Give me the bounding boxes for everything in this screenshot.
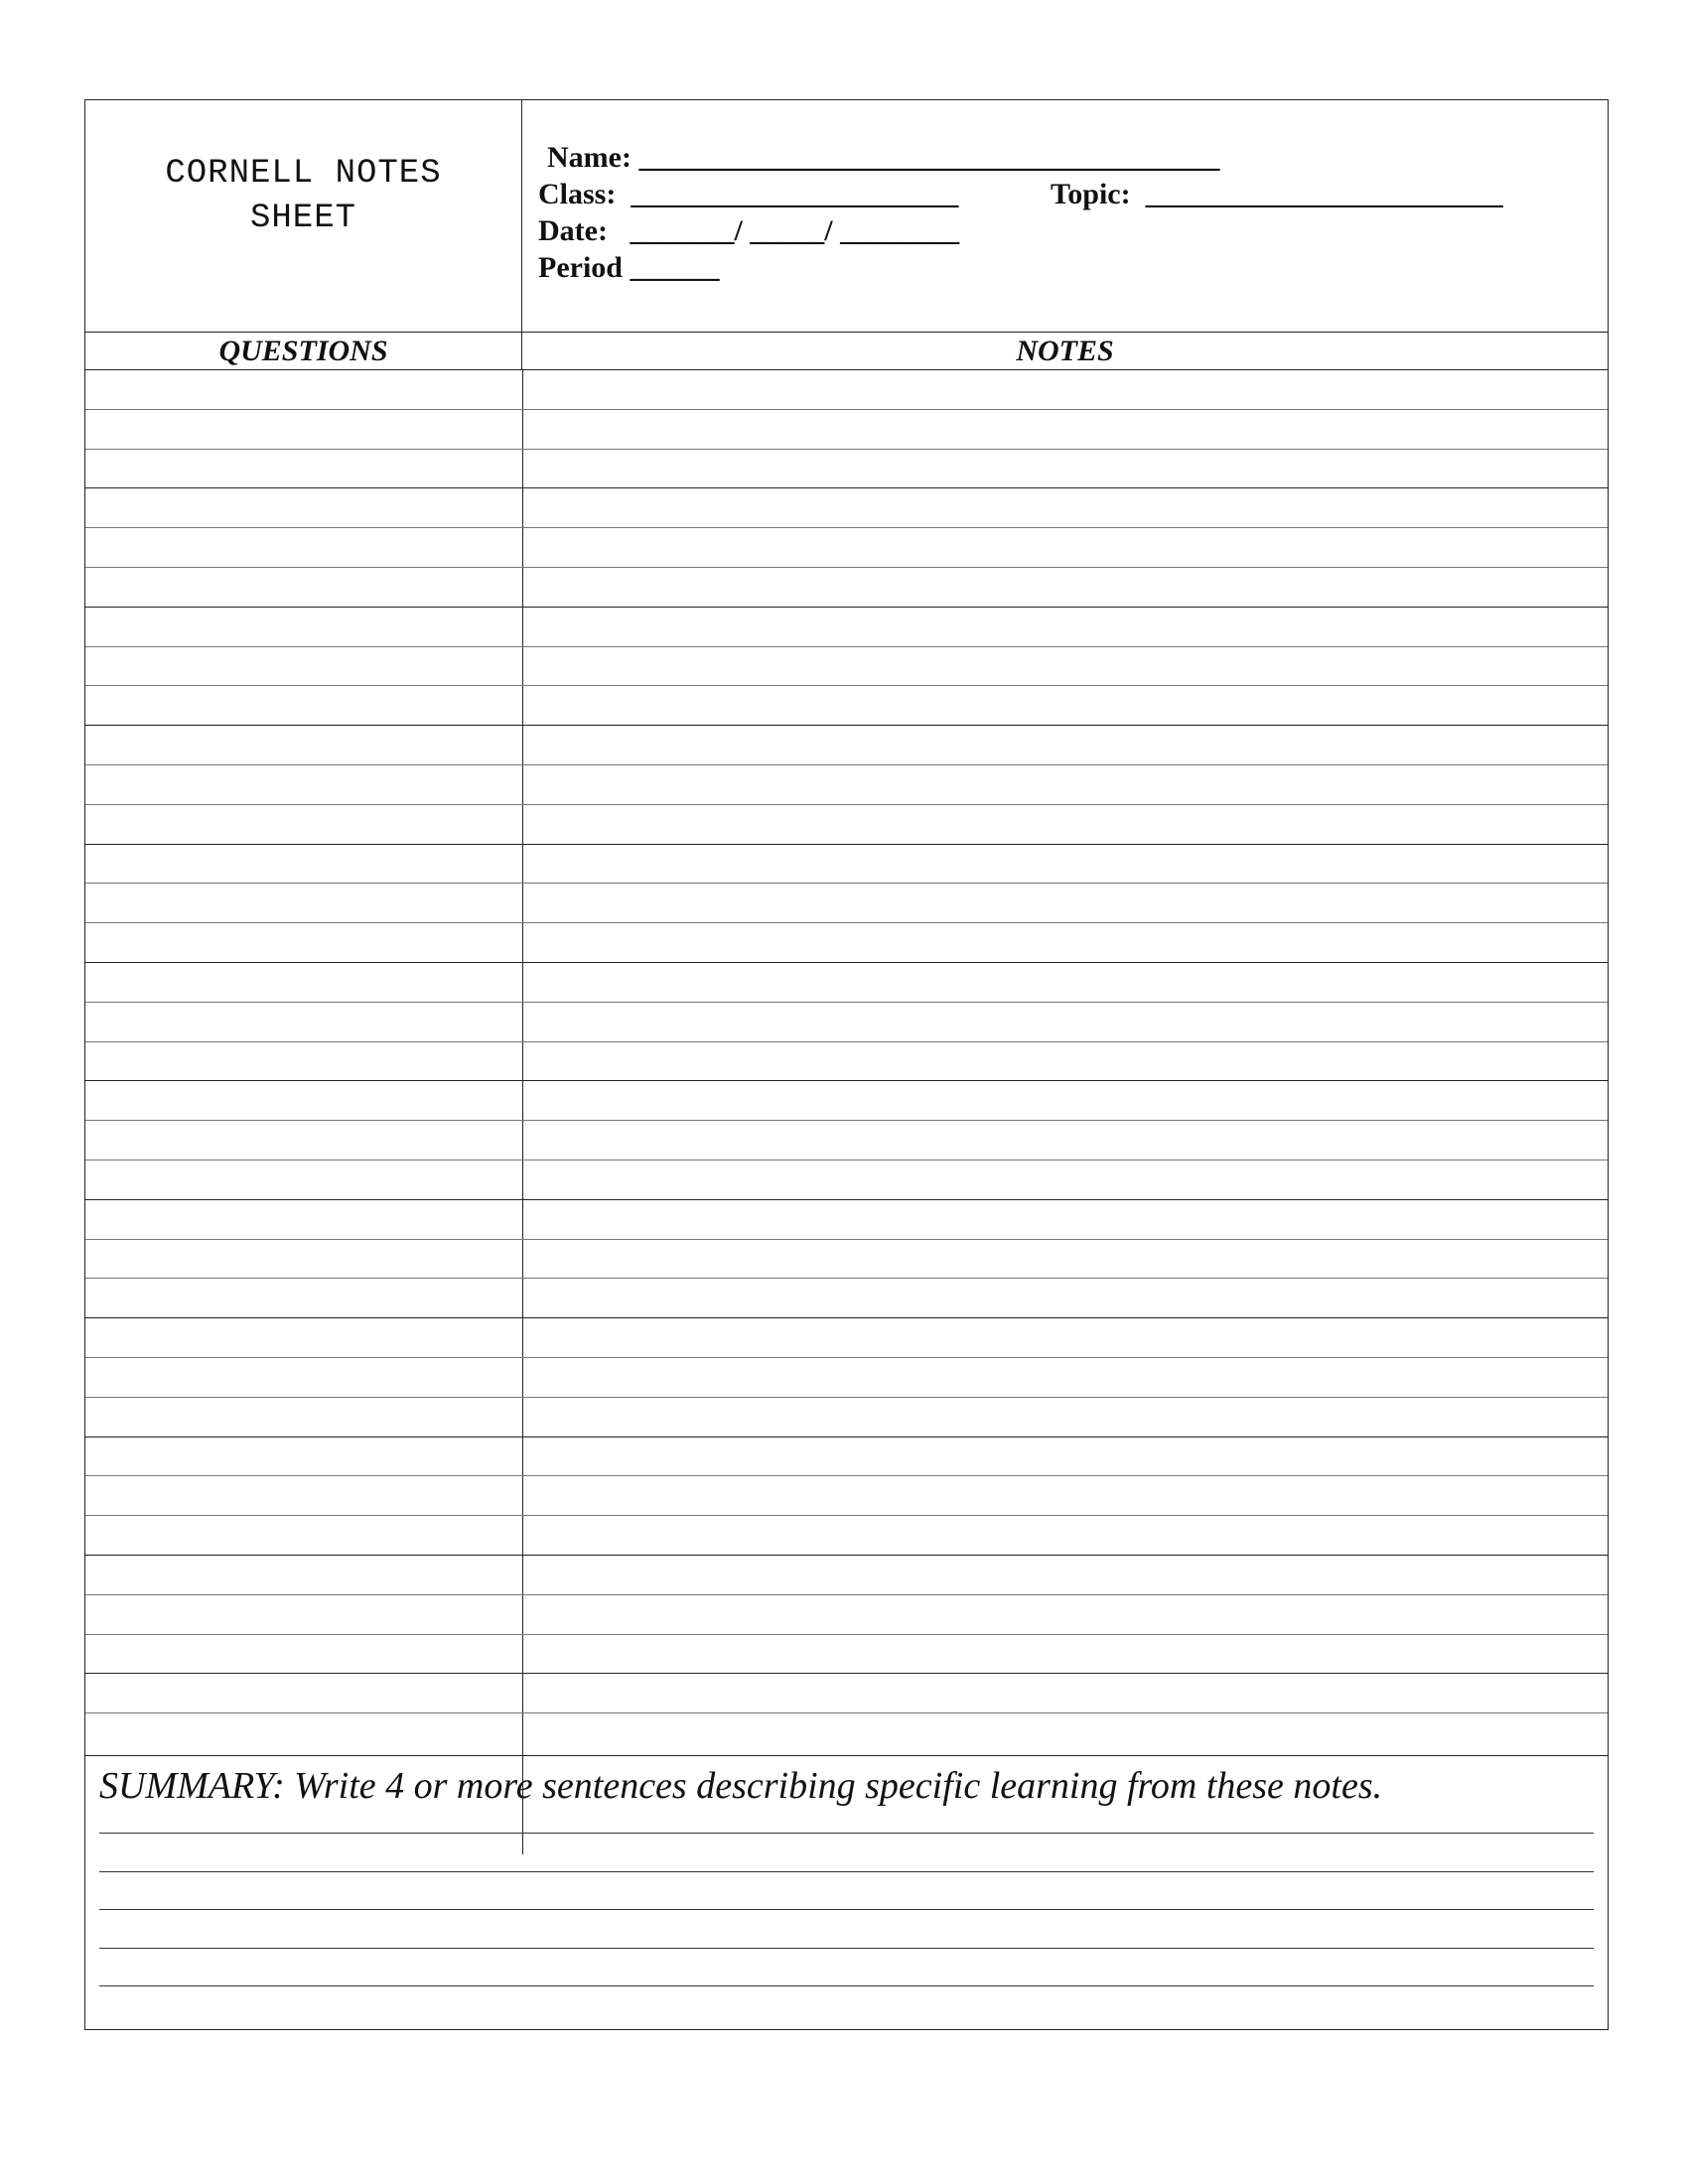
- student-info: [522, 100, 1608, 332]
- note-row-line: [85, 449, 1608, 450]
- summary-label: SUMMARY: Write 4 or more sentences describing specific learning from these notes.: [99, 1765, 1383, 1807]
- note-row-line: [85, 409, 1608, 410]
- note-row-line: [85, 1080, 1608, 1081]
- note-row-line: [85, 1436, 1608, 1437]
- note-row-line: [85, 487, 1608, 488]
- topic-field[interactable]: Topic: ________________________: [1051, 178, 1503, 210]
- note-row-line: [85, 1475, 1608, 1476]
- name-field[interactable]: Name: _______________________________________: [547, 141, 1220, 174]
- note-row-line: [85, 725, 1608, 726]
- summary-writing-line: [99, 1871, 1594, 1872]
- summary-writing-line: [99, 1909, 1594, 1910]
- notes-heading: NOTES: [1016, 335, 1114, 367]
- note-row-line: [85, 607, 1608, 608]
- summary-writing-line: [99, 1948, 1594, 1949]
- note-row-line: [85, 1002, 1608, 1003]
- note-row-line: [85, 646, 1608, 647]
- summary-writing-line: [99, 1985, 1594, 1986]
- note-row-line: [85, 1594, 1608, 1595]
- questions-heading: QUESTIONS: [85, 332, 522, 369]
- title-line-1: CORNELL NOTES: [165, 155, 442, 193]
- note-row-line: [85, 1555, 1608, 1556]
- class-field[interactable]: Class: ______________________: [538, 178, 959, 210]
- note-row-line: [85, 1239, 1608, 1240]
- note-row-line: [85, 1634, 1608, 1635]
- note-row-line: [85, 804, 1608, 805]
- note-row-line: [85, 962, 1608, 963]
- note-row-line: [85, 1357, 1608, 1358]
- note-row-line: [85, 1278, 1608, 1279]
- notes-grid[interactable]: [85, 369, 1608, 1854]
- period-field[interactable]: Period ______: [538, 251, 720, 284]
- sheet-title: [85, 100, 522, 332]
- note-row-line: [85, 1199, 1608, 1200]
- note-row-line: [85, 1712, 1608, 1713]
- date-field[interactable]: Date: _______/ _____/ ________: [538, 214, 960, 247]
- note-row-line: [85, 1397, 1608, 1398]
- note-row-line: [85, 883, 1608, 884]
- title-line-2: SHEET: [249, 200, 357, 237]
- note-row-line: [85, 844, 1608, 845]
- cornell-notes-sheet: [84, 99, 1609, 2030]
- summary-section[interactable]: [85, 1755, 1608, 2029]
- summary-writing-line: [99, 1833, 1594, 1834]
- column-headers: [85, 332, 1608, 370]
- column-divider: [522, 369, 523, 1854]
- note-row-line: [85, 1120, 1608, 1121]
- note-row-line: [85, 685, 1608, 686]
- note-row-line: [85, 567, 1608, 568]
- note-row-line: [85, 1041, 1608, 1042]
- note-row-line: [85, 527, 1608, 528]
- sheet-header: [85, 100, 1608, 333]
- note-row-line: [85, 764, 1608, 765]
- note-row-line: [85, 1515, 1608, 1516]
- note-row-line: [85, 922, 1608, 923]
- note-row-line: [85, 1317, 1608, 1318]
- note-row-line: [85, 1673, 1608, 1674]
